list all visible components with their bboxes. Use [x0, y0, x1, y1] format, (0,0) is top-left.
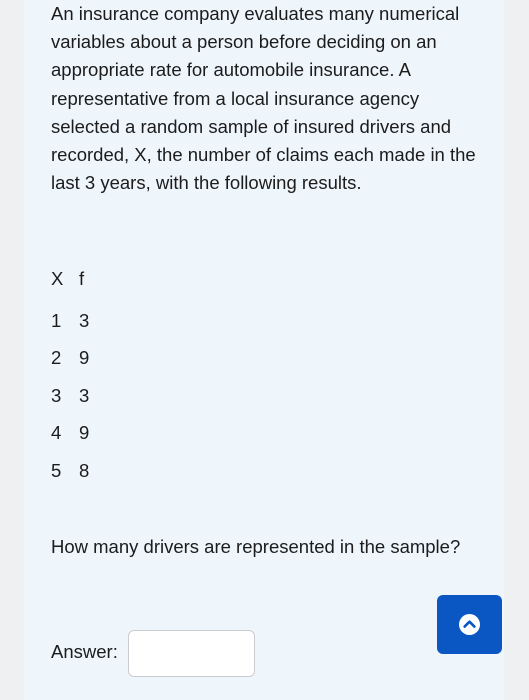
cell-x: 3 [51, 385, 62, 406]
answer-input[interactable] [128, 630, 255, 677]
question-card [24, 0, 504, 700]
cell-f: 3 [79, 310, 90, 331]
column-header-x: X [51, 268, 64, 289]
question-prompt: How many drivers are represented in the sample? [51, 536, 461, 557]
column-header-f: f [79, 268, 85, 289]
cell-f: 8 [79, 460, 90, 481]
scroll-up-button[interactable] [437, 595, 502, 654]
cell-f: 3 [79, 385, 90, 406]
cell-x: 2 [51, 347, 62, 368]
cell-x: 5 [51, 460, 62, 481]
chevron-up-icon [459, 614, 480, 635]
question-text: An insurance company evaluates many numerical variables about a person before deciding on an appropriate rate for automobile insurance. A representative from a local insurance agency selected a random sample of insured drivers and recorded, X, the number of claims each made in the last 3 years, with the following results. [51, 3, 476, 194]
cell-f: 9 [79, 347, 90, 368]
cell-x: 1 [51, 310, 62, 331]
answer-label: Answer: [51, 641, 118, 662]
cell-x: 4 [51, 422, 62, 443]
cell-f: 9 [79, 422, 90, 443]
